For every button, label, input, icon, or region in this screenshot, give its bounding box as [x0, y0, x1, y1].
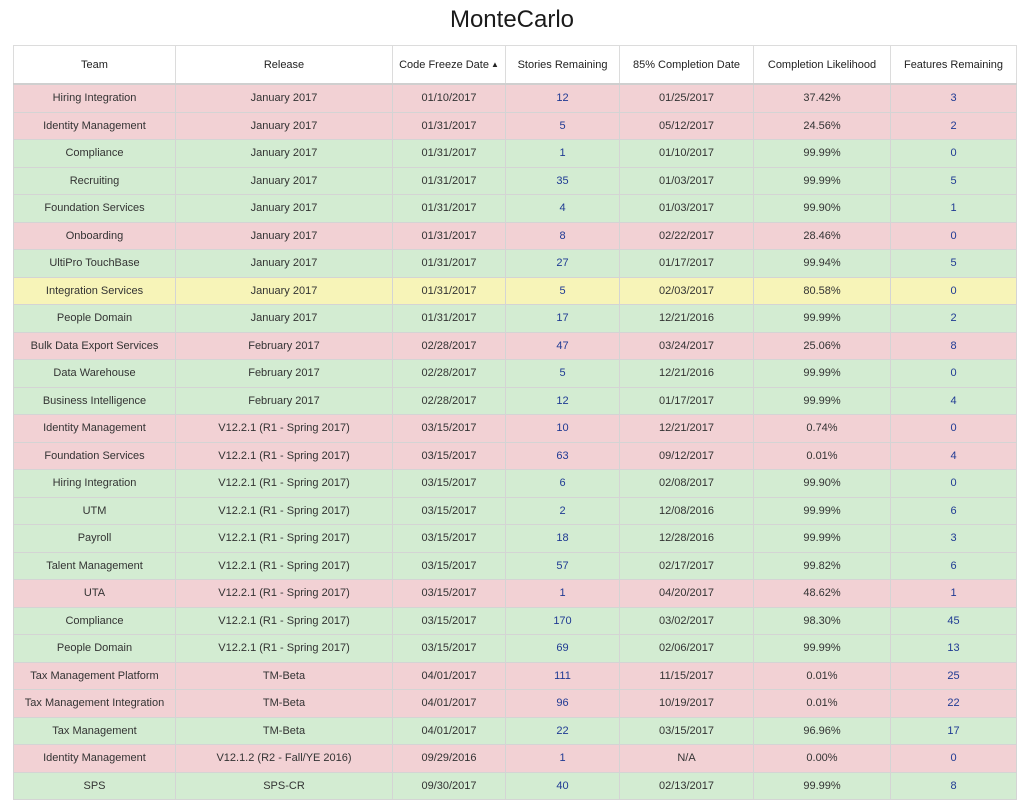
cell-features-remaining[interactable]: 8: [891, 332, 1017, 360]
cell-completion-likelihood: 99.99%: [754, 360, 891, 388]
cell-code-freeze-date: 01/31/2017: [393, 195, 506, 223]
cell-completion-date: 02/17/2017: [620, 552, 754, 580]
table-body: [14, 84, 1017, 800]
cell-stories-remaining[interactable]: 111: [506, 662, 620, 690]
cell-team: UTA: [14, 580, 176, 608]
cell-completion-likelihood: 99.94%: [754, 250, 891, 278]
cell-completion-likelihood: 99.99%: [754, 497, 891, 525]
cell-completion-date: 10/19/2017: [620, 690, 754, 718]
cell-team: Tax Management Integration: [14, 690, 176, 718]
cell-completion-likelihood: 99.90%: [754, 470, 891, 498]
cell-release: February 2017: [176, 387, 393, 415]
cell-code-freeze-date: 01/31/2017: [393, 112, 506, 140]
cell-features-remaining[interactable]: 8: [891, 772, 1017, 800]
cell-code-freeze-date: 02/28/2017: [393, 360, 506, 388]
cell-release: January 2017: [176, 195, 393, 223]
cell-stories-remaining[interactable]: 69: [506, 635, 620, 663]
table-row: [14, 690, 1017, 718]
cell-stories-remaining[interactable]: 22: [506, 717, 620, 745]
cell-completion-date: 01/25/2017: [620, 84, 754, 112]
cell-completion-likelihood: 48.62%: [754, 580, 891, 608]
cell-completion-likelihood: 99.99%: [754, 387, 891, 415]
cell-stories-remaining[interactable]: 1: [506, 745, 620, 773]
cell-team: Identity Management: [14, 745, 176, 773]
table-header-row: [14, 46, 1017, 85]
cell-completion-date: 02/22/2017: [620, 222, 754, 250]
cell-completion-likelihood: 99.82%: [754, 552, 891, 580]
cell-team: Identity Management: [14, 415, 176, 443]
cell-code-freeze-date: 01/31/2017: [393, 277, 506, 305]
cell-stories-remaining[interactable]: 18: [506, 525, 620, 553]
cell-team: Business Intelligence: [14, 387, 176, 415]
column-header-release[interactable]: Release: [176, 46, 393, 85]
sort-up-icon: ▲: [490, 59, 499, 69]
cell-release: TM-Beta: [176, 662, 393, 690]
cell-release: V12.2.1 (R1 - Spring 2017): [176, 470, 393, 498]
table-row: [14, 195, 1017, 223]
cell-features-remaining[interactable]: 5: [891, 250, 1017, 278]
cell-completion-likelihood: 99.99%: [754, 305, 891, 333]
cell-release: V12.2.1 (R1 - Spring 2017): [176, 607, 393, 635]
cell-stories-remaining[interactable]: 12: [506, 387, 620, 415]
cell-completion-likelihood: 24.56%: [754, 112, 891, 140]
cell-completion-date: 12/21/2016: [620, 305, 754, 333]
cell-code-freeze-date: 04/01/2017: [393, 690, 506, 718]
cell-completion-date: 01/17/2017: [620, 250, 754, 278]
cell-features-remaining[interactable]: 2: [891, 305, 1017, 333]
cell-stories-remaining[interactable]: 6: [506, 470, 620, 498]
cell-features-remaining[interactable]: 0: [891, 277, 1017, 305]
cell-completion-likelihood: 96.96%: [754, 717, 891, 745]
cell-release: January 2017: [176, 277, 393, 305]
cell-code-freeze-date: 03/15/2017: [393, 635, 506, 663]
cell-completion-date: 12/21/2016: [620, 360, 754, 388]
table-row: [14, 525, 1017, 553]
cell-team: Data Warehouse: [14, 360, 176, 388]
cell-code-freeze-date: 03/15/2017: [393, 552, 506, 580]
cell-team: Hiring Integration: [14, 470, 176, 498]
column-header-stories-remaining[interactable]: Stories Remaining: [506, 46, 620, 85]
cell-team: UTM: [14, 497, 176, 525]
cell-stories-remaining[interactable]: 12: [506, 84, 620, 112]
cell-code-freeze-date: 04/01/2017: [393, 717, 506, 745]
cell-stories-remaining[interactable]: 1: [506, 580, 620, 608]
cell-code-freeze-date: 01/31/2017: [393, 222, 506, 250]
cell-completion-date: N/A: [620, 745, 754, 773]
results-table-container: [13, 45, 1016, 800]
cell-completion-likelihood: 98.30%: [754, 607, 891, 635]
cell-stories-remaining[interactable]: 27: [506, 250, 620, 278]
cell-release: V12.2.1 (R1 - Spring 2017): [176, 497, 393, 525]
cell-features-remaining[interactable]: 6: [891, 552, 1017, 580]
cell-release: January 2017: [176, 250, 393, 278]
cell-completion-date: 09/12/2017: [620, 442, 754, 470]
cell-features-remaining[interactable]: 13: [891, 635, 1017, 663]
cell-completion-likelihood: 99.99%: [754, 525, 891, 553]
table-row: [14, 277, 1017, 305]
cell-stories-remaining[interactable]: 96: [506, 690, 620, 718]
cell-completion-likelihood: 99.90%: [754, 195, 891, 223]
cell-completion-likelihood: 80.58%: [754, 277, 891, 305]
cell-team: Talent Management: [14, 552, 176, 580]
column-header-completion-date[interactable]: 85% Completion Date: [620, 46, 754, 85]
cell-completion-likelihood: 99.99%: [754, 140, 891, 168]
table-row: [14, 497, 1017, 525]
cell-features-remaining[interactable]: 22: [891, 690, 1017, 718]
cell-completion-date: 02/03/2017: [620, 277, 754, 305]
cell-completion-date: 01/03/2017: [620, 167, 754, 195]
table-row: [14, 552, 1017, 580]
column-header-team[interactable]: Team: [14, 46, 176, 85]
cell-stories-remaining[interactable]: 4: [506, 195, 620, 223]
cell-features-remaining[interactable]: 1: [891, 580, 1017, 608]
cell-team: UltiPro TouchBase: [14, 250, 176, 278]
cell-team: Bulk Data Export Services: [14, 332, 176, 360]
cell-code-freeze-date: 04/01/2017: [393, 662, 506, 690]
cell-features-remaining[interactable]: 5: [891, 167, 1017, 195]
cell-features-remaining[interactable]: 4: [891, 387, 1017, 415]
cell-team: Foundation Services: [14, 442, 176, 470]
cell-completion-date: 03/24/2017: [620, 332, 754, 360]
cell-features-remaining[interactable]: 0: [891, 470, 1017, 498]
cell-completion-date: 12/08/2016: [620, 497, 754, 525]
cell-code-freeze-date: 03/15/2017: [393, 580, 506, 608]
cell-team: Compliance: [14, 140, 176, 168]
cell-features-remaining[interactable]: 4: [891, 442, 1017, 470]
table-row: [14, 415, 1017, 443]
table-row: [14, 470, 1017, 498]
cell-release: January 2017: [176, 167, 393, 195]
table-row: [14, 222, 1017, 250]
cell-team: Onboarding: [14, 222, 176, 250]
cell-completion-date: 02/08/2017: [620, 470, 754, 498]
cell-completion-date: 01/17/2017: [620, 387, 754, 415]
page-title: MonteCarlo: [449, 6, 575, 33]
cell-release: January 2017: [176, 84, 393, 112]
table-row: [14, 442, 1017, 470]
table-row: [14, 332, 1017, 360]
table-row: [14, 360, 1017, 388]
cell-release: January 2017: [176, 305, 393, 333]
cell-release: V12.2.1 (R1 - Spring 2017): [176, 525, 393, 553]
cell-completion-date: 11/15/2017: [620, 662, 754, 690]
cell-code-freeze-date: 03/15/2017: [393, 607, 506, 635]
cell-team: People Domain: [14, 635, 176, 663]
cell-team: Tax Management Platform: [14, 662, 176, 690]
table-row: [14, 387, 1017, 415]
cell-stories-remaining[interactable]: 2: [506, 497, 620, 525]
cell-team: Compliance: [14, 607, 176, 635]
cell-code-freeze-date: 02/28/2017: [393, 332, 506, 360]
cell-team: Integration Services: [14, 277, 176, 305]
cell-release: January 2017: [176, 140, 393, 168]
cell-code-freeze-date: 03/15/2017: [393, 415, 506, 443]
cell-completion-date: 05/12/2017: [620, 112, 754, 140]
table-row: [14, 717, 1017, 745]
table-row: [14, 580, 1017, 608]
column-header-code-freeze-date[interactable]: Code Freeze Date ▲: [393, 46, 506, 85]
table-row: [14, 305, 1017, 333]
cell-code-freeze-date: 03/15/2017: [393, 497, 506, 525]
table-row: [14, 250, 1017, 278]
cell-features-remaining[interactable]: 6: [891, 497, 1017, 525]
cell-release: V12.2.1 (R1 - Spring 2017): [176, 635, 393, 663]
cell-release: TM-Beta: [176, 717, 393, 745]
table-row: [14, 662, 1017, 690]
cell-team: Payroll: [14, 525, 176, 553]
cell-release: SPS-CR: [176, 772, 393, 800]
cell-features-remaining[interactable]: 45: [891, 607, 1017, 635]
cell-team: Tax Management: [14, 717, 176, 745]
cell-release: V12.2.1 (R1 - Spring 2017): [176, 415, 393, 443]
cell-features-remaining[interactable]: 3: [891, 525, 1017, 553]
cell-features-remaining[interactable]: 0: [891, 360, 1017, 388]
cell-features-remaining[interactable]: 0: [891, 415, 1017, 443]
cell-completion-likelihood: 99.99%: [754, 167, 891, 195]
cell-completion-likelihood: 0.00%: [754, 745, 891, 773]
cell-stories-remaining[interactable]: 57: [506, 552, 620, 580]
cell-code-freeze-date: 01/31/2017: [393, 167, 506, 195]
cell-completion-likelihood: 99.99%: [754, 635, 891, 663]
cell-team: People Domain: [14, 305, 176, 333]
results-table: [13, 45, 1017, 800]
cell-code-freeze-date: 03/15/2017: [393, 442, 506, 470]
cell-team: Hiring Integration: [14, 84, 176, 112]
cell-completion-likelihood: 0.74%: [754, 415, 891, 443]
cell-stories-remaining[interactable]: 35: [506, 167, 620, 195]
cell-release: TM-Beta: [176, 690, 393, 718]
cell-completion-date: 03/15/2017: [620, 717, 754, 745]
cell-features-remaining[interactable]: 17: [891, 717, 1017, 745]
cell-completion-date: 12/28/2016: [620, 525, 754, 553]
cell-features-remaining[interactable]: 1: [891, 195, 1017, 223]
cell-completion-date: 03/02/2017: [620, 607, 754, 635]
cell-code-freeze-date: 01/31/2017: [393, 140, 506, 168]
table-row: [14, 745, 1017, 773]
cell-completion-likelihood: 0.01%: [754, 442, 891, 470]
cell-code-freeze-date: 09/30/2017: [393, 772, 506, 800]
cell-completion-likelihood: 99.99%: [754, 772, 891, 800]
cell-stories-remaining[interactable]: 40: [506, 772, 620, 800]
cell-release: V12.2.1 (R1 - Spring 2017): [176, 580, 393, 608]
cell-release: V12.2.1 (R1 - Spring 2017): [176, 552, 393, 580]
cell-stories-remaining[interactable]: 5: [506, 360, 620, 388]
cell-team: Foundation Services: [14, 195, 176, 223]
cell-code-freeze-date: 03/15/2017: [393, 470, 506, 498]
cell-code-freeze-date: 01/10/2017: [393, 84, 506, 112]
cell-completion-date: 02/13/2017: [620, 772, 754, 800]
cell-release: February 2017: [176, 360, 393, 388]
cell-features-remaining[interactable]: 3: [891, 84, 1017, 112]
cell-team: Recruiting: [14, 167, 176, 195]
cell-stories-remaining[interactable]: 17: [506, 305, 620, 333]
cell-stories-remaining[interactable]: 10: [506, 415, 620, 443]
cell-release: January 2017: [176, 112, 393, 140]
table-row: [14, 140, 1017, 168]
cell-stories-remaining[interactable]: 5: [506, 112, 620, 140]
cell-stories-remaining[interactable]: 47: [506, 332, 620, 360]
cell-features-remaining[interactable]: 0: [891, 745, 1017, 773]
table-row: [14, 84, 1017, 112]
cell-stories-remaining[interactable]: 1: [506, 140, 620, 168]
cell-code-freeze-date: 01/31/2017: [393, 305, 506, 333]
column-header-features-remaining[interactable]: Features Remaining: [891, 46, 1017, 85]
cell-release: February 2017: [176, 332, 393, 360]
column-header-completion-likelihood[interactable]: Completion Likelihood: [754, 46, 891, 85]
cell-completion-likelihood: 0.01%: [754, 662, 891, 690]
cell-code-freeze-date: 09/29/2016: [393, 745, 506, 773]
cell-team: Identity Management: [14, 112, 176, 140]
cell-features-remaining[interactable]: 25: [891, 662, 1017, 690]
table-row: [14, 167, 1017, 195]
cell-code-freeze-date: 02/28/2017: [393, 387, 506, 415]
cell-code-freeze-date: 01/31/2017: [393, 250, 506, 278]
cell-stories-remaining[interactable]: 170: [506, 607, 620, 635]
cell-completion-date: 02/06/2017: [620, 635, 754, 663]
cell-completion-likelihood: 0.01%: [754, 690, 891, 718]
cell-stories-remaining[interactable]: 63: [506, 442, 620, 470]
cell-completion-date: 12/21/2017: [620, 415, 754, 443]
cell-team: SPS: [14, 772, 176, 800]
table-row: [14, 772, 1017, 800]
cell-stories-remaining[interactable]: 5: [506, 277, 620, 305]
cell-completion-likelihood: 25.06%: [754, 332, 891, 360]
cell-completion-date: 04/20/2017: [620, 580, 754, 608]
cell-completion-likelihood: 28.46%: [754, 222, 891, 250]
cell-release: January 2017: [176, 222, 393, 250]
cell-completion-likelihood: 37.42%: [754, 84, 891, 112]
cell-completion-date: 01/03/2017: [620, 195, 754, 223]
cell-features-remaining[interactable]: 0: [891, 222, 1017, 250]
cell-release: V12.1.2 (R2 - Fall/YE 2016): [176, 745, 393, 773]
cell-completion-date: 01/10/2017: [620, 140, 754, 168]
table-row: [14, 112, 1017, 140]
cell-stories-remaining[interactable]: 8: [506, 222, 620, 250]
table-row: [14, 635, 1017, 663]
cell-features-remaining[interactable]: 0: [891, 140, 1017, 168]
cell-release: V12.2.1 (R1 - Spring 2017): [176, 442, 393, 470]
cell-features-remaining[interactable]: 2: [891, 112, 1017, 140]
table-row: [14, 607, 1017, 635]
cell-code-freeze-date: 03/15/2017: [393, 525, 506, 553]
